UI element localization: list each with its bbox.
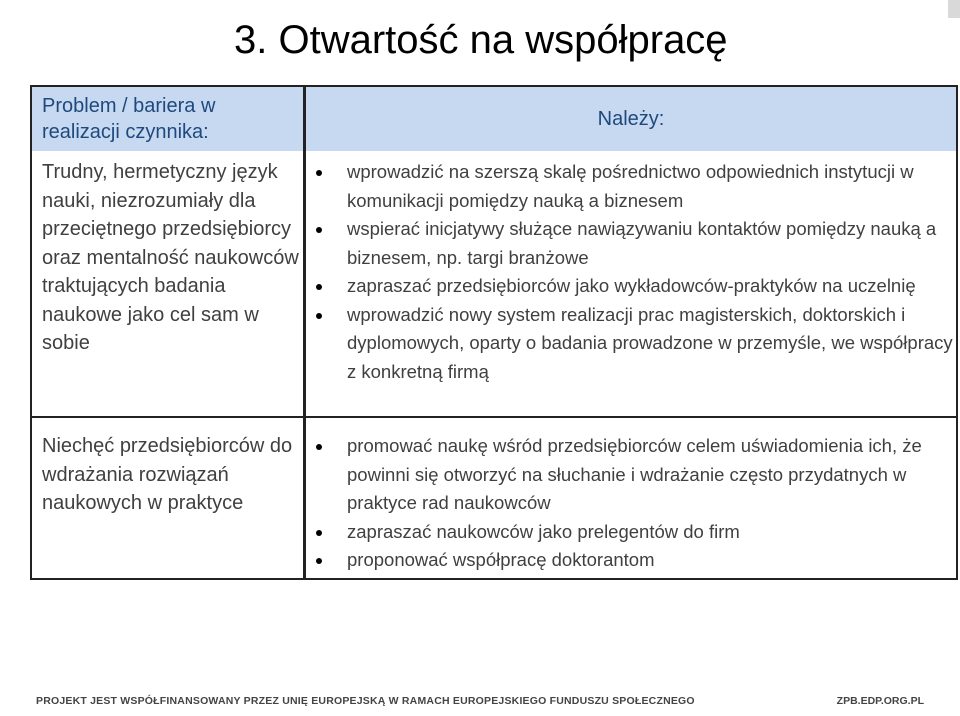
actions-list-1 (314, 158, 954, 386)
action-text: wprowadzić nowy system realizacji prac magisterskich, doktorskich i dyplomowych, oparty o badania prowadzone w przemyśle, we współpracy z konkretną firmą (347, 303, 953, 382)
corner-tab (948, 0, 960, 18)
list-item (314, 301, 954, 387)
slide-title: 3. Otwartość na współpracę (234, 18, 728, 62)
bullet-icon (316, 284, 322, 290)
list-item (314, 158, 954, 215)
bullet-icon (316, 558, 322, 564)
action-text: proponować współpracę doktorantom (347, 549, 655, 570)
bullet-icon (316, 170, 322, 176)
problem-cell-1: Trudny, hermetyczny język nauki, niezrozumiały dla przeciętnego przedsiębiorcy oraz mentalność naukowców traktujących badania naukowe jako cel sam w sobie (42, 161, 299, 354)
problem-cell-2: Niechęć przedsiębiorców do wdrażania rozwiązań naukowych w praktyce (42, 435, 293, 514)
bullet-icon (316, 444, 322, 450)
action-text: wspierać inicjatywy służące nawiązywaniu kontaktów pomiędzy nauką a biznesem, np. targi branżowe (347, 218, 937, 268)
list-item (314, 272, 954, 301)
header-actions (306, 87, 956, 151)
footer-eu-notice: PROJEKT JEST WSPÓŁFINANSOWANY PRZEZ UNIĘ EUROPEJSKĄ W RAMACH EUROPEJSKIEGO FUNDUSZU SPOŁECZNEGO (36, 695, 695, 707)
header-problem: Problem / bariera w realizacji czynnika: (32, 87, 303, 151)
header-actions-label: Należy: (597, 108, 665, 130)
actions-list-2 (314, 432, 954, 575)
action-text: promować naukę wśród przedsiębiorców celem uświadomienia ich, że powinni się otworzyć na słuchanie i wdrażanie często przydatnych w praktyce rad naukowców (347, 435, 922, 513)
bullet-icon (316, 227, 322, 233)
action-text: zapraszać naukowców jako prelegentów do firm (347, 520, 740, 542)
list-item (314, 546, 954, 575)
list-item (314, 215, 954, 272)
action-text: zapraszać przedsiębiorców jako wykładowców-praktyków na uczelnię (347, 275, 916, 296)
list-item (314, 432, 954, 518)
row-divider (30, 416, 958, 418)
action-text: wprowadzić na szerszą skalę pośrednictwo odpowiednich instytucji w komunikacji pomiędzy nauką a biznesem (347, 161, 914, 211)
list-item (314, 518, 954, 547)
footer-website-link[interactable]: ZPB.EDP.ORG.PL (836, 695, 924, 707)
bullet-icon (316, 530, 322, 536)
bullet-icon (316, 313, 322, 319)
